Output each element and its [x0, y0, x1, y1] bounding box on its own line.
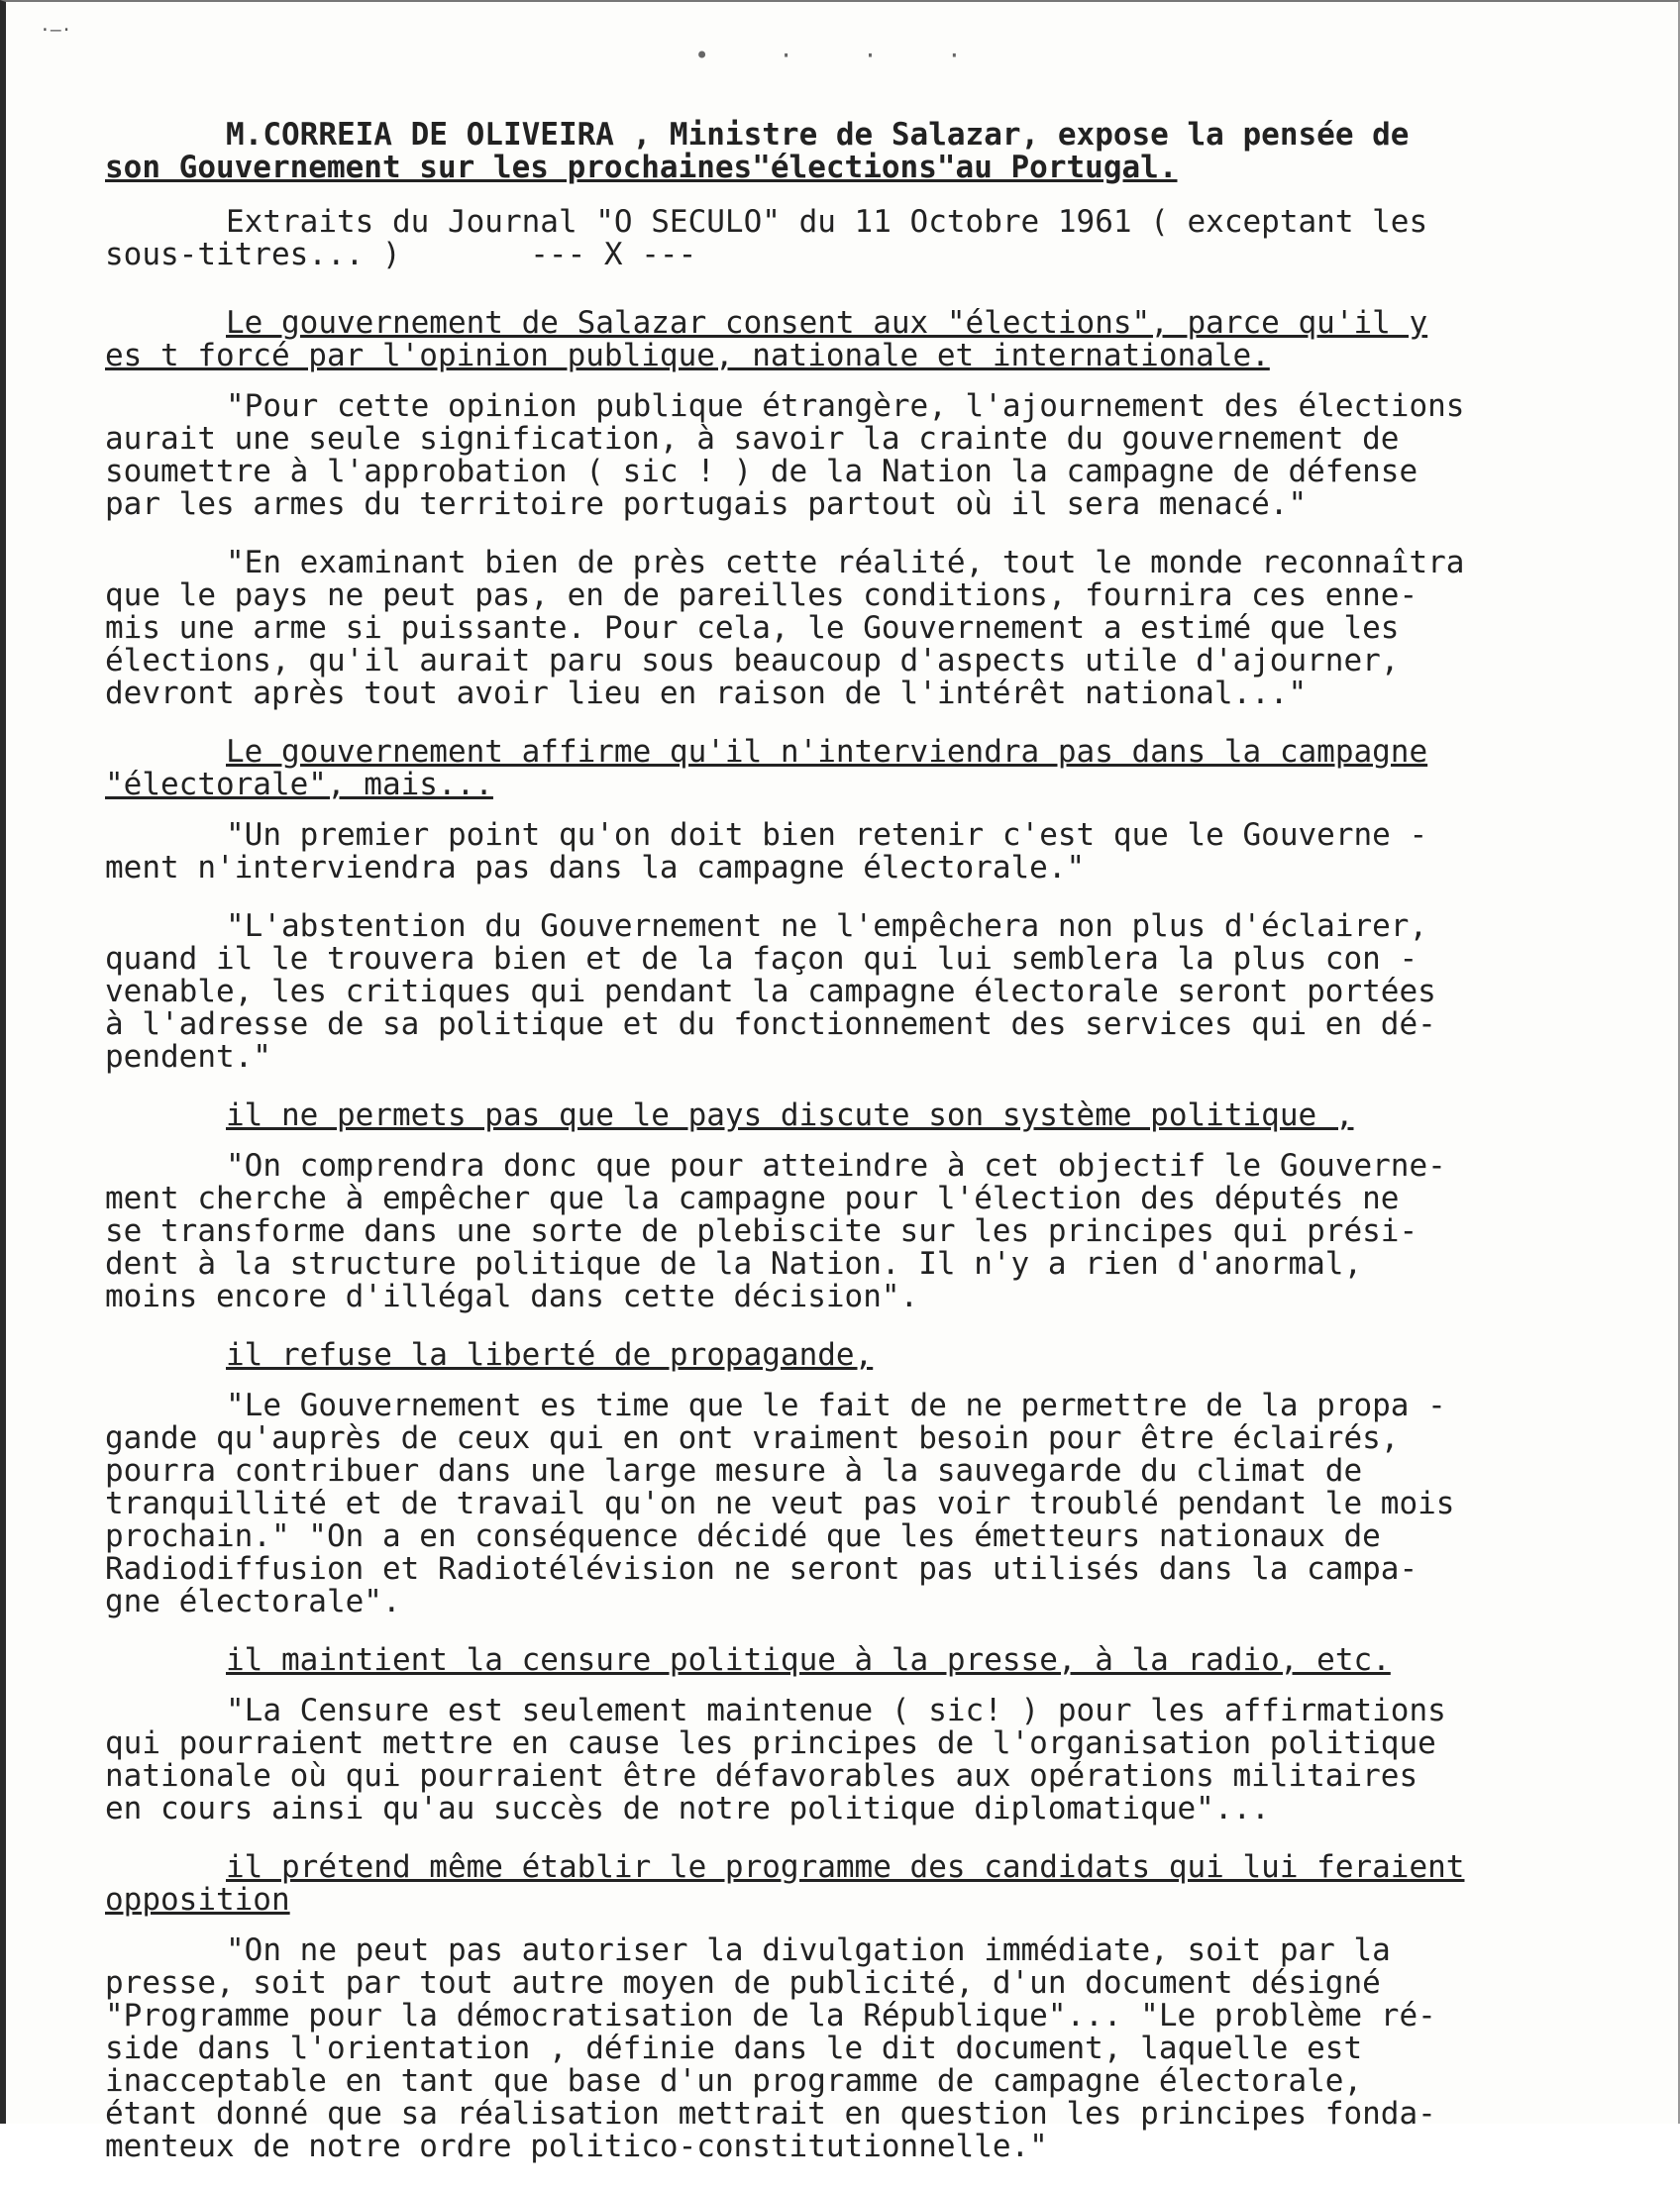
margin-mark: ·—·: [40, 20, 72, 41]
quoted-paragraph: [105, 1695, 1611, 1825]
paragraph-line: pourra contribuer dans une large mesure à la sauvegarde du climat de: [105, 1453, 1363, 1489]
section-heading-line: il prétend même établir le programme des candidats qui lui feraient: [226, 1849, 1465, 1885]
paragraph-line: "Un premier point qu'on doit bien retenir c'est que le Gouverne -: [226, 817, 1428, 853]
paragraph-line: "L'abstention du Gouvernement ne l'empêchera non plus d'éclairer,: [226, 908, 1428, 944]
quoted-paragraph: [105, 390, 1611, 521]
section-heading-line: il ne permets pas que le pays discute son système politique ,: [226, 1097, 1354, 1133]
paragraph-line: que le pays ne peut pas, en de pareilles conditions, fournira ces enne-: [105, 577, 1418, 613]
section: [105, 1099, 1611, 1313]
source-line-1: Extraits du Journal "O SECULO" du 11 Octobre 1961 ( exceptant les: [226, 204, 1428, 240]
source-line-2: sous-titres... ) --- X ---: [105, 237, 697, 272]
quoted-paragraph: [105, 1390, 1611, 1618]
section-heading: [105, 1339, 1611, 1372]
section-heading-line: es t forcé par l'opinion publique, nationale et internationale.: [105, 338, 1270, 373]
top-dots: • · · ·: [694, 42, 990, 69]
title-line-2: son Gouvernement sur les prochaines"élections"au Portugal.: [105, 150, 1178, 185]
document-title: [105, 119, 1611, 184]
quoted-paragraph: [105, 1150, 1611, 1313]
section-heading: [105, 1099, 1611, 1132]
paragraph-line: "On ne peut pas autoriser la divulgation immédiate, soit par la: [226, 1932, 1391, 1968]
paragraph-line: ment cherche à empêcher que la campagne pour l'élection des députés ne: [105, 1181, 1400, 1216]
paragraph-line: se transforme dans une sorte de plebiscite sur les principes qui prési-: [105, 1213, 1418, 1249]
paragraph-line: inacceptable en tant que base d'un programme de campagne électorale,: [105, 2063, 1363, 2099]
paragraph-line: élections, qu'il aurait paru sous beaucoup d'aspects utile d'ajourner,: [105, 643, 1400, 678]
section: [105, 1644, 1611, 1825]
quoted-paragraph: [105, 819, 1611, 885]
section-heading: [105, 307, 1611, 372]
sections-container: [105, 307, 1611, 2163]
section-heading-line: il refuse la liberté de propagande,: [226, 1337, 874, 1373]
section: [105, 1339, 1611, 1618]
quoted-paragraph: [105, 547, 1611, 710]
paragraph-line: menteux de notre ordre politico-constitutionnelle.": [105, 2129, 1048, 2164]
source-note: [105, 206, 1611, 271]
section-heading-line: Le gouvernement de Salazar consent aux "élections", parce qu'il y: [226, 305, 1428, 341]
paragraph-line: soumettre à l'approbation ( sic ! ) de la Nation la campagne de défense: [105, 454, 1418, 489]
section-heading: [105, 1644, 1611, 1677]
paragraph-line: Radiodiffusion et Radiotélévision ne seront pas utilisés dans la campa-: [105, 1551, 1418, 1587]
quoted-paragraph: [105, 910, 1611, 1074]
paragraph-line: qui pourraient mettre en cause les principes de l'organisation politique: [105, 1725, 1436, 1761]
section: [105, 1851, 1611, 2163]
section: [105, 307, 1611, 710]
paragraph-line: side dans l'orientation , définie dans le dit document, laquelle est: [105, 2031, 1363, 2066]
paragraph-line: "Le Gouvernement es time que le fait de ne permettre de la propa -: [226, 1388, 1446, 1423]
paragraph-line: pendent.": [105, 1039, 271, 1075]
paragraph-line: venable, les critiques qui pendant la campagne électorale seront portées: [105, 974, 1436, 1009]
paragraph-line: tranquillité et de travail qu'on ne veut pas voir troublé pendant le mois: [105, 1486, 1455, 1521]
quoted-paragraph: [105, 1934, 1611, 2163]
paragraph-line: à l'adresse de sa politique et du fonctionnement des services qui en dé-: [105, 1006, 1436, 1042]
paragraph-line: presse, soit par tout autre moyen de publicité, d'un document désigné: [105, 1965, 1381, 2001]
section: [105, 736, 1611, 1074]
paragraph-line: ment n'interviendra pas dans la campagne électorale.": [105, 850, 1086, 886]
paragraph-line: en cours ainsi qu'au succès de notre politique diplomatique"...: [105, 1791, 1270, 1826]
paragraph-line: aurait une seule signification, à savoir la crainte du gouvernement de: [105, 421, 1400, 457]
document-body: [105, 119, 1611, 2189]
paragraph-line: "On comprendra donc que pour atteindre à cet objectif le Gouverne-: [226, 1148, 1446, 1184]
paragraph-line: moins encore d'illégal dans cette décision".: [105, 1279, 919, 1314]
section-heading-line: opposition: [105, 1882, 290, 1918]
section-heading: [105, 736, 1611, 801]
paragraph-line: nationale où qui pourraient être défavorables aux opérations militaires: [105, 1758, 1418, 1794]
paragraph-line: gande qu'auprès de ceux qui en ont vraiment besoin pour être éclairés,: [105, 1420, 1400, 1456]
title-line-1: M.CORREIA DE OLIVEIRA , Ministre de Salazar, expose la pensée de: [226, 117, 1410, 153]
paragraph-line: devront après tout avoir lieu en raison de l'intérêt national...": [105, 676, 1308, 711]
section-heading: [105, 1851, 1611, 1917]
paragraph-line: dent à la structure politique de la Nation. Il n'y a rien d'anormal,: [105, 1246, 1363, 1282]
paragraph-line: "Programme pour la démocratisation de la République"... "Le problème ré-: [105, 1998, 1436, 2033]
section-heading-line: il maintient la censure politique à la presse, à la radio, etc.: [226, 1642, 1391, 1678]
paragraph-line: étant donné que sa réalisation mettrait en question les principes fonda-: [105, 2096, 1436, 2132]
paragraph-line: prochain." "On a en conséquence décidé que les émetteurs nationaux de: [105, 1518, 1381, 1554]
paragraph-line: "En examinant bien de près cette réalité, tout le monde reconnaîtra: [226, 545, 1465, 580]
paragraph-line: "La Censure est seulement maintenue ( sic! ) pour les affirmations: [226, 1693, 1446, 1728]
paragraph-line: "Pour cette opinion publique étrangère, l'ajournement des élections: [226, 388, 1465, 424]
paragraph-line: gne électorale".: [105, 1584, 401, 1619]
paragraph-line: mis une arme si puissante. Pour cela, le Gouvernement a estimé que les: [105, 610, 1400, 646]
paragraph-line: par les armes du territoire portugais partout où il sera menacé.": [105, 486, 1308, 522]
section-heading-line: Le gouvernement affirme qu'il n'interviendra pas dans la campagne: [226, 734, 1428, 770]
section-heading-line: "électorale", mais...: [105, 767, 493, 802]
paragraph-line: quand il le trouvera bien et de la façon qui lui semblera la plus con -: [105, 941, 1418, 977]
